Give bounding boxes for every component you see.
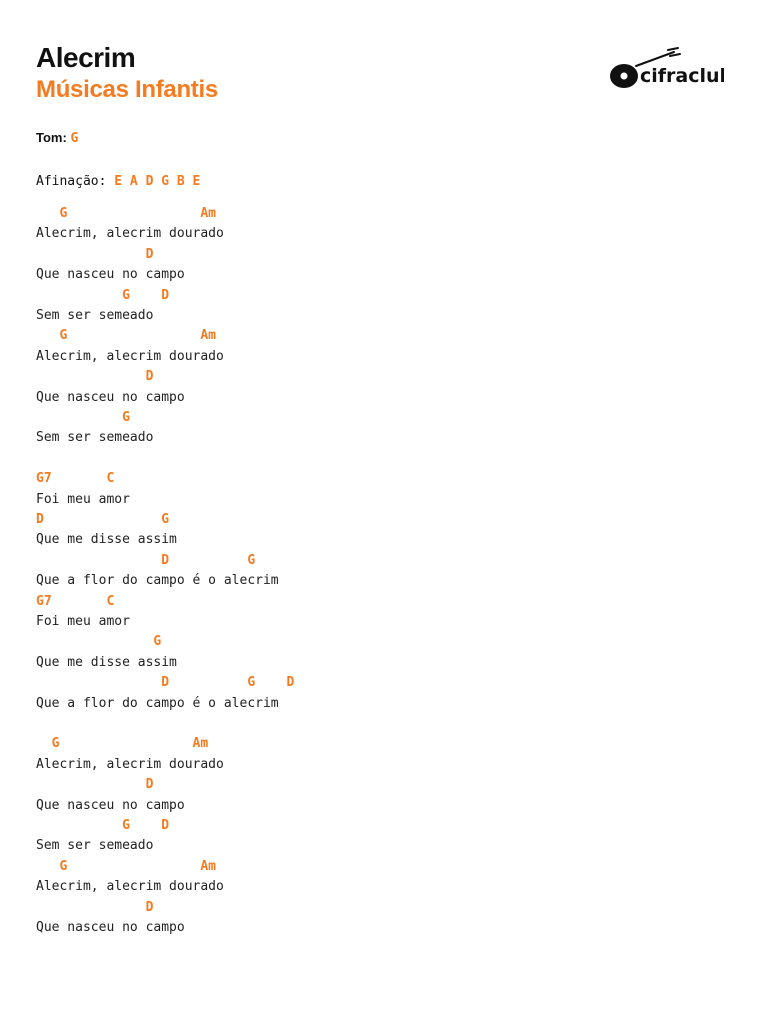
song-title: Alecrim [36,42,136,73]
key-row [36,130,78,146]
logo-text: cifraclub [640,65,724,87]
chord-line[interactable]: D G [36,512,170,527]
lyric-line: Que a flor do campo é o alecrim [36,573,279,589]
chord-line[interactable]: D [36,777,154,793]
key-label: Tom: [36,130,67,145]
chord-line[interactable]: G [36,634,162,650]
chord-line[interactable]: G Am [36,736,209,752]
chord-line[interactable]: G7 C [36,593,115,609]
lyric-line: Alecrim, alecrim dourado [36,348,224,364]
chord-line[interactable]: G Am [36,328,217,344]
lyric-line: Que nasceu no campo [36,797,185,813]
chord-line[interactable]: G D [36,818,170,833]
cifraclub-logo [606,46,724,94]
chord-line[interactable]: G Am [36,206,217,221]
lyric-line: Sem ser semeado [36,838,154,854]
chord-line[interactable]: D G D [36,675,295,691]
chord-line[interactable]: D [36,899,154,915]
lyric-line: Alecrim, alecrim dourado [36,756,224,772]
chord-line[interactable]: G [36,410,130,425]
lyric-line: Que nasceu no campo [36,389,185,405]
chord-line[interactable]: D G [36,552,256,568]
lyric-line: Alecrim, alecrim dourado [36,879,224,895]
lyric-line: Que nasceu no campo [36,267,185,283]
tuning-row [36,174,200,189]
lyric-line: Foi meu amor [36,491,130,507]
lyric-line: Sem ser semeado [36,308,154,323]
chord-line[interactable]: G7 C [36,471,115,487]
tuning-label: Afinação: [36,174,107,189]
lyric-line: Que me disse assim [36,532,177,548]
artist-name: Músicas Infantis [36,76,218,103]
lyric-line: Alecrim, alecrim dourado [36,226,224,242]
chord-line[interactable]: G D [36,287,170,303]
chord-line[interactable]: D [36,369,154,385]
lyric-line: Sem ser semeado [36,430,154,446]
lyric-line: Que a flor do campo é o alecrim [36,695,279,711]
lyric-line: Foi meu amor [36,614,130,629]
key-value[interactable]: G [70,131,79,146]
guitar-icon [606,46,724,94]
lyric-line: Que nasceu no campo [36,920,185,935]
chord-line[interactable]: D [36,246,154,262]
chord-line[interactable]: G Am [36,858,217,874]
lyric-line: Que me disse assim [36,654,177,670]
tuning-value: E A D G B E [114,174,201,189]
